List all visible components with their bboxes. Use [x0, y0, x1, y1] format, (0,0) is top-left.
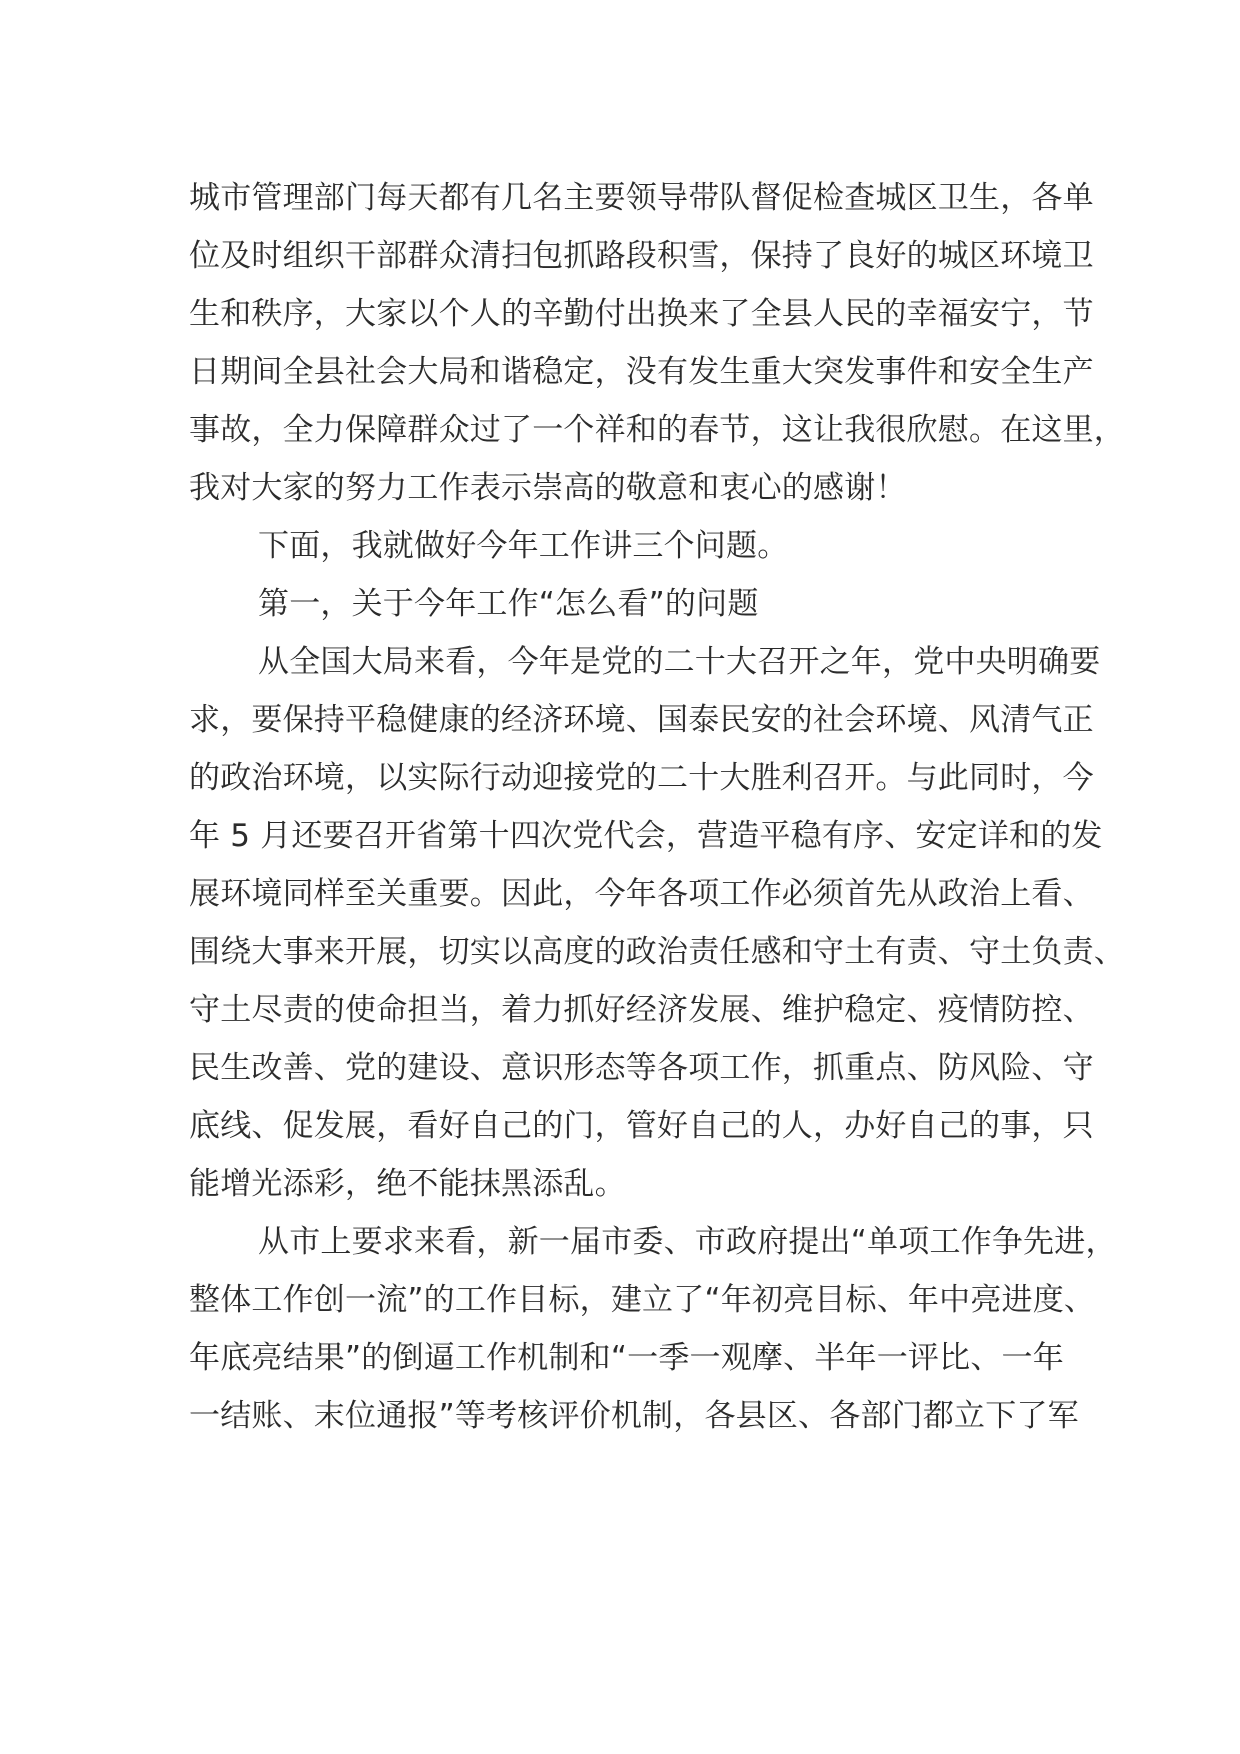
paragraph-line: 展环境同样至关重要。因此，今年各项工作必须首先从政治上看、 [189, 876, 1094, 912]
paragraph-line: 的政治环境，以实际行动迎接党的二十大胜利召开。与此同时，今 [189, 760, 1094, 796]
paragraph-line: 城市管理部门每天都有几名主要领导带队督促检查城区卫生，各单 [189, 180, 1094, 216]
paragraph-line: 事故，全力保障群众过了一个祥和的春节，这让我很欣慰。在这里， [189, 412, 1125, 448]
paragraph-line: 年 5 月还要召开省第十四次党代会，营造平稳有序、安定详和的发 [189, 818, 1103, 854]
paragraph-line: 日期间全县社会大局和谐稳定，没有发生重大突发事件和安全生产 [189, 354, 1094, 390]
paragraph-line: 年底亮结果”的倒逼工作机制和“一季一观摩、半年一评比、一年 [189, 1340, 1064, 1376]
paragraph-line: 底线、促发展，看好自己的门，管好自己的人，办好自己的事，只 [189, 1108, 1094, 1144]
paragraph-line: 从市上要求来看，新一届市委、市政府提出“单项工作争先进， [258, 1224, 1117, 1260]
paragraph-line: 从全国大局来看，今年是党的二十大召开之年，党中央明确要 [258, 644, 1101, 680]
paragraph-line: 守土尽责的使命担当，着力抓好经济发展、维护稳定、疫情防控、 [189, 992, 1094, 1028]
paragraph-line: 民生改善、党的建设、意识形态等各项工作，抓重点、防风险、守 [189, 1050, 1094, 1086]
paragraph-line: 求，要保持平稳健康的经济环境、国泰民安的社会环境、风清气正 [189, 702, 1094, 738]
paragraph-line: 生和秩序，大家以个人的辛勤付出换来了全县人民的幸福安宁，节 [189, 296, 1094, 332]
paragraph-line-intro: 下面，我就做好今年工作讲三个问题。 [258, 528, 789, 564]
paragraph-line: 我对大家的努力工作表示崇高的敬意和衷心的感谢！ [189, 470, 907, 506]
paragraph-line: 一结账、末位通报”等考核评价机制，各县区、各部门都立下了军 [189, 1398, 1079, 1434]
section-heading: 第一，关于今年工作“怎么看”的问题 [258, 586, 759, 622]
paragraph-line: 围绕大事来开展，切实以高度的政治责任感和守土有责、守土负责、 [189, 934, 1125, 970]
paragraph-line: 位及时组织干部群众清扫包抓路段积雪，保持了良好的城区环境卫 [189, 238, 1094, 274]
paragraph-line: 能增光添彩，绝不能抹黑添乱。 [189, 1166, 626, 1202]
paragraph-line: 整体工作创一流”的工作目标，建立了“年初亮目标、年中亮进度、 [189, 1282, 1096, 1318]
